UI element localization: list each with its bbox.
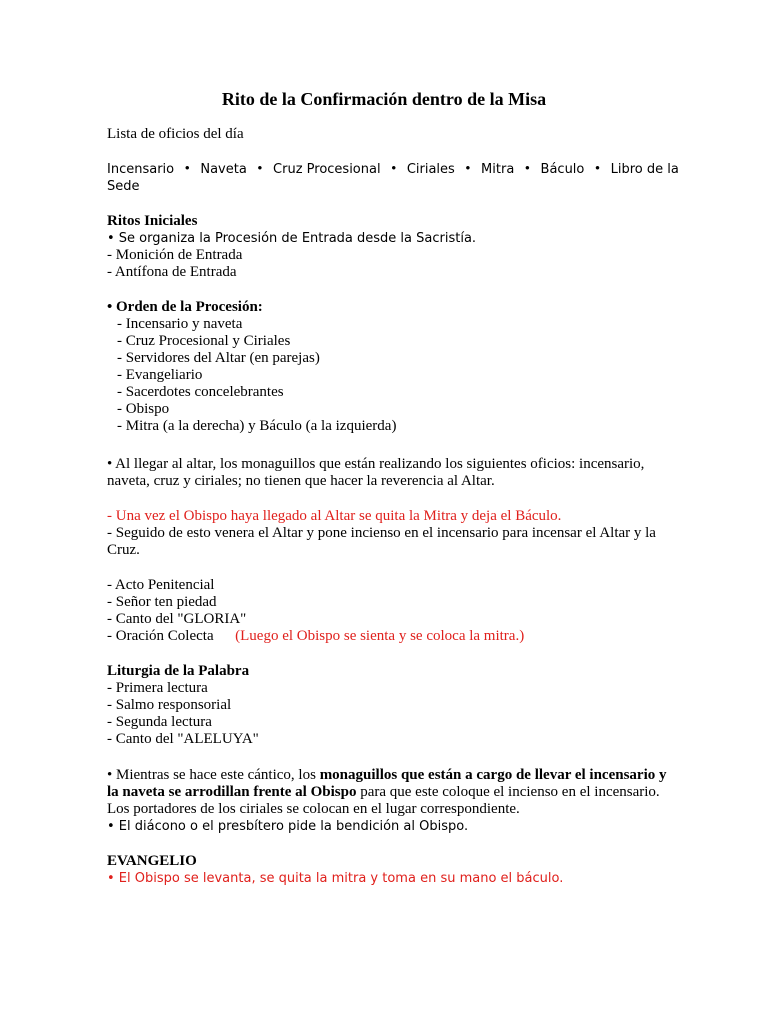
evangelio-heading: EVANGELIO (107, 853, 197, 869)
procesion-section (107, 299, 679, 435)
canto-pre: • Mientras se hace este cántico, los (107, 767, 320, 783)
oficio-item: Ciriales (406, 162, 455, 177)
oficio-item-cont: Sede (107, 179, 140, 194)
oficio-item: Cruz Procesional (273, 162, 381, 177)
altar-line-1: • Al llegar al altar, los monaguillos que están realizando los siguientes oficios: incensario, (107, 456, 645, 472)
procesion-item: - Evangeliario (117, 367, 203, 383)
oficios-section (107, 126, 679, 195)
evangelio-line: • El Obispo se levanta, se quita la mitra y toma en su mano el báculo. (107, 871, 564, 886)
acto-item: - Señor ten piedad (107, 594, 217, 610)
liturgia-heading: Liturgia de la Palabra (107, 663, 250, 679)
venera-line-2: Cruz. (107, 542, 140, 558)
bullet-separator: • (524, 161, 531, 177)
liturgia-item: - Canto del "ALELUYA" (107, 731, 259, 747)
venera-line-1: - Seguido de esto venera el Altar y pone incienso en el incensario para incensar el Altar y la (107, 525, 656, 541)
colecta-line (107, 628, 679, 645)
page-title: Rito de la Confirmación dentro de la Misa (221, 89, 547, 109)
colecta-label: - Oración Colecta (107, 628, 214, 644)
procesion-item: - Servidores del Altar (en parejas) (117, 350, 320, 366)
acto-item: - Acto Penitencial (107, 577, 215, 593)
bullet-separator: • (465, 161, 471, 177)
procesion-item: - Incensario y naveta (117, 316, 243, 332)
ritos-iniciales-section (107, 213, 679, 281)
actos-section (107, 577, 679, 645)
procesion-item: - Mitra (a la derecha) y Báculo (a la izquierda) (117, 418, 397, 434)
altar-paragraph (107, 456, 679, 490)
altar-line-2: naveta, cruz y ciriales; no tienen que hacer la reverencia al Altar. (107, 473, 495, 489)
procesion-item: - Obispo (117, 401, 170, 417)
evangelio-section (107, 853, 679, 887)
oficio-item: Naveta (200, 162, 247, 177)
procesion-heading: • Orden de la Procesión: (107, 299, 263, 315)
canto-bold-2: la naveta se arrodillan frente al Obispo (107, 784, 357, 800)
lista-label: Lista de oficios del día (107, 126, 244, 142)
bullet-separator: • (594, 161, 601, 177)
canto-post-2: para que este coloque el incienso en el incensario. (356, 784, 660, 800)
canto-line-2 (107, 784, 679, 801)
ritos-line: - Antífona de Entrada (107, 264, 237, 280)
canto-line-3: Los portadores de los ciriales se colocan en el lugar correspondiente. (107, 801, 520, 817)
ritos-line: • Se organiza la Procesión de Entrada desde la Sacristía. (107, 231, 477, 246)
liturgia-item: - Segunda lectura (107, 714, 212, 730)
bullet-separator: • (391, 161, 397, 177)
canto-bold-1: monaguillos que están a cargo de llevar el incensario y (319, 767, 667, 783)
bullet-separator: • (184, 161, 190, 177)
procesion-item: - Cruz Procesional y Ciriales (117, 333, 291, 349)
oficio-item: Báculo (540, 162, 585, 177)
liturgia-section (107, 663, 679, 748)
oficio-item: Mitra (481, 162, 515, 177)
acto-item: - Canto del "GLORIA" (107, 611, 247, 627)
ritos-iniciales-heading: Ritos Iniciales (107, 213, 198, 229)
oficio-item: Libro de la (610, 162, 679, 177)
colecta-note: (Luego el Obispo se sienta y se coloca la mitra.) (235, 628, 525, 644)
liturgia-item: - Primera lectura (107, 680, 208, 696)
oficio-item: Incensario (107, 162, 175, 177)
bullet-separator: • (257, 161, 263, 177)
canto-line-1 (107, 767, 679, 784)
canto-paragraph (107, 767, 679, 835)
canto-line-4: • El diácono o el presbítero pide la bendición al Obispo. (107, 819, 469, 834)
liturgia-item: - Salmo responsorial (107, 697, 232, 713)
obispo-altar-section (107, 508, 679, 559)
oficios-list (107, 161, 679, 178)
procesion-item: - Sacerdotes concelebrantes (117, 384, 284, 400)
ritos-line: - Monición de Entrada (107, 247, 243, 263)
obispo-altar-note: - Una vez el Obispo haya llegado al Altar se quita la Mitra y deja el Báculo. (107, 508, 562, 524)
